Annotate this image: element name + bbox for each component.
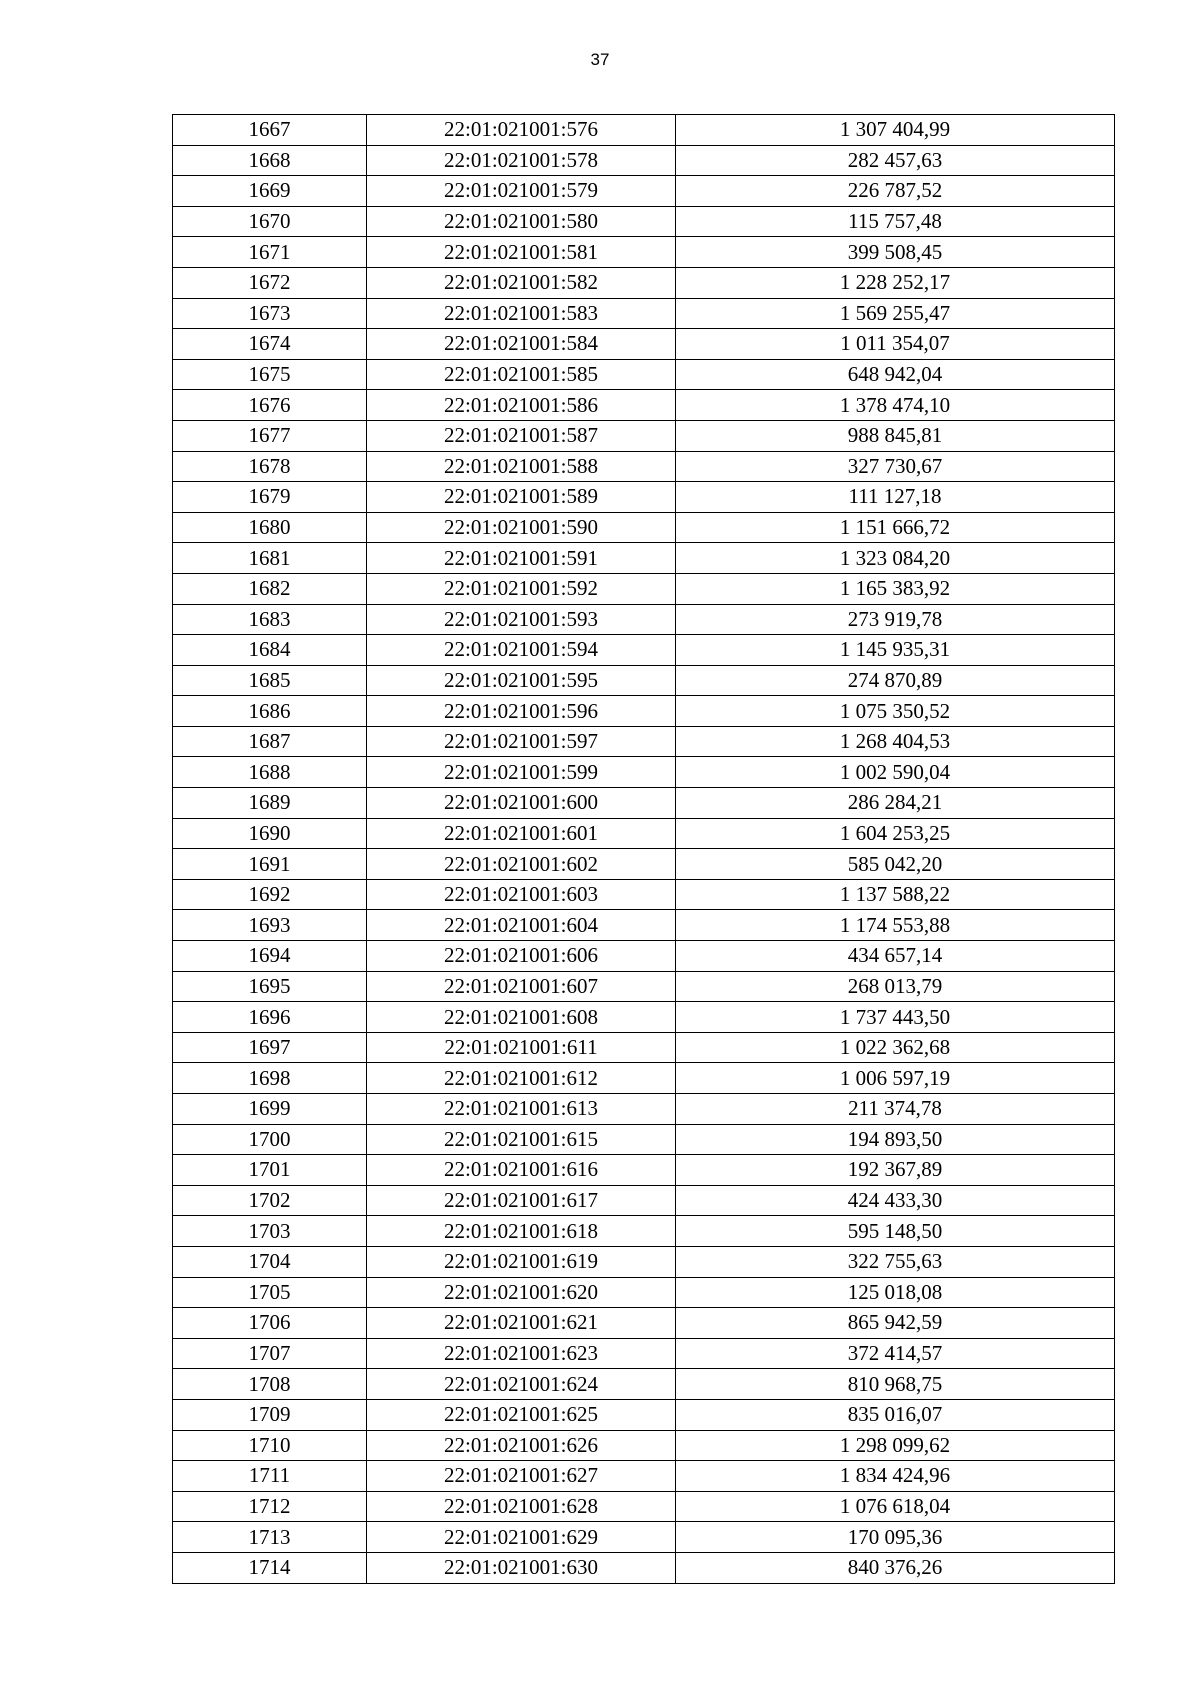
table-row	[173, 267, 1115, 298]
row-number-cell: 1679	[173, 482, 367, 513]
value-cell: 1 011 354,07	[676, 329, 1115, 360]
table-row	[173, 818, 1115, 849]
row-number-cell: 1690	[173, 818, 367, 849]
row-number-cell: 1670	[173, 206, 367, 237]
table-row	[173, 451, 1115, 482]
value-cell: 840 376,26	[676, 1552, 1115, 1583]
value-cell: 865 942,59	[676, 1308, 1115, 1339]
row-number-cell: 1685	[173, 665, 367, 696]
cadastral-number-cell: 22:01:021001:618	[367, 1216, 676, 1247]
table-row	[173, 1430, 1115, 1461]
row-number-cell: 1673	[173, 298, 367, 329]
row-number-cell: 1680	[173, 512, 367, 543]
row-number-cell: 1700	[173, 1124, 367, 1155]
value-cell: 1 006 597,19	[676, 1063, 1115, 1094]
cadastral-number-cell: 22:01:021001:583	[367, 298, 676, 329]
value-cell: 1 834 424,96	[676, 1461, 1115, 1492]
value-cell: 1 298 099,62	[676, 1430, 1115, 1461]
row-number-cell: 1709	[173, 1399, 367, 1430]
value-cell: 399 508,45	[676, 237, 1115, 268]
row-number-cell: 1714	[173, 1552, 367, 1583]
row-number-cell: 1711	[173, 1461, 367, 1492]
value-cell: 585 042,20	[676, 849, 1115, 880]
value-cell: 1 268 404,53	[676, 726, 1115, 757]
cadastral-number-cell: 22:01:021001:604	[367, 910, 676, 941]
cadastral-number-cell: 22:01:021001:585	[367, 359, 676, 390]
row-number-cell: 1693	[173, 910, 367, 941]
table-row	[173, 1032, 1115, 1063]
cadastral-number-cell: 22:01:021001:576	[367, 115, 676, 146]
table-row	[173, 237, 1115, 268]
table-row	[173, 1491, 1115, 1522]
value-cell: 1 075 350,52	[676, 696, 1115, 727]
cadastral-number-cell: 22:01:021001:591	[367, 543, 676, 574]
value-cell: 1 307 404,99	[676, 115, 1115, 146]
cadastral-number-cell: 22:01:021001:590	[367, 512, 676, 543]
table-row	[173, 145, 1115, 176]
row-number-cell: 1713	[173, 1522, 367, 1553]
table-row	[173, 1185, 1115, 1216]
cadastral-number-cell: 22:01:021001:615	[367, 1124, 676, 1155]
cadastral-number-cell: 22:01:021001:601	[367, 818, 676, 849]
value-cell: 1 228 252,17	[676, 267, 1115, 298]
cadastral-number-cell: 22:01:021001:588	[367, 451, 676, 482]
row-number-cell: 1686	[173, 696, 367, 727]
cadastral-number-cell: 22:01:021001:613	[367, 1094, 676, 1125]
table-row	[173, 1461, 1115, 1492]
value-cell: 1 076 618,04	[676, 1491, 1115, 1522]
cadastral-number-cell: 22:01:021001:594	[367, 635, 676, 666]
cadastral-number-cell: 22:01:021001:628	[367, 1491, 676, 1522]
cadastral-number-cell: 22:01:021001:599	[367, 757, 676, 788]
row-number-cell: 1689	[173, 788, 367, 819]
table-row	[173, 696, 1115, 727]
cadastral-number-cell: 22:01:021001:595	[367, 665, 676, 696]
page-number: 37	[590, 50, 610, 69]
row-number-cell: 1676	[173, 390, 367, 421]
value-cell: 170 095,36	[676, 1522, 1115, 1553]
table-row	[173, 726, 1115, 757]
cadastral-number-cell: 22:01:021001:584	[367, 329, 676, 360]
row-number-cell: 1699	[173, 1094, 367, 1125]
row-number-cell: 1707	[173, 1338, 367, 1369]
value-cell: 1 137 588,22	[676, 879, 1115, 910]
row-number-cell: 1696	[173, 1002, 367, 1033]
table-row	[173, 1552, 1115, 1583]
cadastral-number-cell: 22:01:021001:578	[367, 145, 676, 176]
table-row	[173, 910, 1115, 941]
value-cell: 988 845,81	[676, 420, 1115, 451]
value-cell: 1 737 443,50	[676, 1002, 1115, 1033]
value-cell: 810 968,75	[676, 1369, 1115, 1400]
row-number-cell: 1698	[173, 1063, 367, 1094]
cadastral-number-cell: 22:01:021001:602	[367, 849, 676, 880]
table-row	[173, 635, 1115, 666]
cadastral-number-cell: 22:01:021001:589	[367, 482, 676, 513]
table-row	[173, 298, 1115, 329]
value-cell: 327 730,67	[676, 451, 1115, 482]
table-row	[173, 1522, 1115, 1553]
cadastral-number-cell: 22:01:021001:624	[367, 1369, 676, 1400]
value-cell: 434 657,14	[676, 941, 1115, 972]
table-row	[173, 1246, 1115, 1277]
value-cell: 595 148,50	[676, 1216, 1115, 1247]
table-row	[173, 788, 1115, 819]
value-cell: 1 151 666,72	[676, 512, 1115, 543]
value-cell: 282 457,63	[676, 145, 1115, 176]
cadastral-number-cell: 22:01:021001:592	[367, 573, 676, 604]
value-cell: 1 378 474,10	[676, 390, 1115, 421]
value-cell: 1 022 362,68	[676, 1032, 1115, 1063]
cadastral-number-cell: 22:01:021001:593	[367, 604, 676, 635]
table-row	[173, 115, 1115, 146]
cadastral-number-cell: 22:01:021001:579	[367, 176, 676, 207]
value-cell: 274 870,89	[676, 665, 1115, 696]
row-number-cell: 1677	[173, 420, 367, 451]
row-number-cell: 1706	[173, 1308, 367, 1339]
cadastral-number-cell: 22:01:021001:581	[367, 237, 676, 268]
row-number-cell: 1703	[173, 1216, 367, 1247]
cadastral-number-cell: 22:01:021001:623	[367, 1338, 676, 1369]
row-number-cell: 1672	[173, 267, 367, 298]
row-number-cell: 1708	[173, 1369, 367, 1400]
cadastral-number-cell: 22:01:021001:621	[367, 1308, 676, 1339]
value-cell: 192 367,89	[676, 1155, 1115, 1186]
value-cell: 226 787,52	[676, 176, 1115, 207]
row-number-cell: 1687	[173, 726, 367, 757]
table-row	[173, 879, 1115, 910]
row-number-cell: 1668	[173, 145, 367, 176]
value-cell: 111 127,18	[676, 482, 1115, 513]
table-row	[173, 971, 1115, 1002]
table-body	[173, 115, 1115, 1584]
row-number-cell: 1712	[173, 1491, 367, 1522]
row-number-cell: 1688	[173, 757, 367, 788]
table-row	[173, 849, 1115, 880]
value-cell: 268 013,79	[676, 971, 1115, 1002]
value-cell: 211 374,78	[676, 1094, 1115, 1125]
value-cell: 1 569 255,47	[676, 298, 1115, 329]
row-number-cell: 1683	[173, 604, 367, 635]
table-row	[173, 941, 1115, 972]
row-number-cell: 1671	[173, 237, 367, 268]
cadastral-number-cell: 22:01:021001:629	[367, 1522, 676, 1553]
cadastral-number-cell: 22:01:021001:586	[367, 390, 676, 421]
value-cell: 372 414,57	[676, 1338, 1115, 1369]
table-row	[173, 1216, 1115, 1247]
row-number-cell: 1702	[173, 1185, 367, 1216]
cadastral-number-cell: 22:01:021001:580	[367, 206, 676, 237]
value-cell: 1 323 084,20	[676, 543, 1115, 574]
value-cell: 648 942,04	[676, 359, 1115, 390]
table-row	[173, 573, 1115, 604]
table-row	[173, 1124, 1115, 1155]
value-cell: 1 174 553,88	[676, 910, 1115, 941]
cadastral-number-cell: 22:01:021001:600	[367, 788, 676, 819]
value-cell: 194 893,50	[676, 1124, 1115, 1155]
row-number-cell: 1710	[173, 1430, 367, 1461]
table-row	[173, 1002, 1115, 1033]
row-number-cell: 1682	[173, 573, 367, 604]
table-row	[173, 1277, 1115, 1308]
value-cell: 1 165 383,92	[676, 573, 1115, 604]
row-number-cell: 1684	[173, 635, 367, 666]
row-number-cell: 1697	[173, 1032, 367, 1063]
row-number-cell: 1667	[173, 115, 367, 146]
row-number-cell: 1669	[173, 176, 367, 207]
cadastral-number-cell: 22:01:021001:626	[367, 1430, 676, 1461]
table-row	[173, 543, 1115, 574]
cadastral-number-cell: 22:01:021001:620	[367, 1277, 676, 1308]
table-row	[173, 390, 1115, 421]
table-row	[173, 1094, 1115, 1125]
value-cell: 1 604 253,25	[676, 818, 1115, 849]
table-row	[173, 420, 1115, 451]
table-row	[173, 604, 1115, 635]
value-cell: 1 002 590,04	[676, 757, 1115, 788]
table-row	[173, 1063, 1115, 1094]
row-number-cell: 1695	[173, 971, 367, 1002]
table-row	[173, 359, 1115, 390]
cadastral-number-cell: 22:01:021001:596	[367, 696, 676, 727]
cadastral-number-cell: 22:01:021001:597	[367, 726, 676, 757]
table-row	[173, 329, 1115, 360]
value-cell: 273 919,78	[676, 604, 1115, 635]
table-row	[173, 206, 1115, 237]
table-row	[173, 1369, 1115, 1400]
table-row	[173, 1155, 1115, 1186]
cadastral-number-cell: 22:01:021001:587	[367, 420, 676, 451]
table-row	[173, 482, 1115, 513]
table-row	[173, 512, 1115, 543]
cadastral-number-cell: 22:01:021001:607	[367, 971, 676, 1002]
value-cell: 424 433,30	[676, 1185, 1115, 1216]
cadastral-number-cell: 22:01:021001:606	[367, 941, 676, 972]
row-number-cell: 1704	[173, 1246, 367, 1277]
cadastral-number-cell: 22:01:021001:617	[367, 1185, 676, 1216]
cadastral-number-cell: 22:01:021001:616	[367, 1155, 676, 1186]
row-number-cell: 1674	[173, 329, 367, 360]
table-row	[173, 1338, 1115, 1369]
row-number-cell: 1694	[173, 941, 367, 972]
cadastral-number-cell: 22:01:021001:619	[367, 1246, 676, 1277]
value-cell: 125 018,08	[676, 1277, 1115, 1308]
value-cell: 835 016,07	[676, 1399, 1115, 1430]
value-cell: 286 284,21	[676, 788, 1115, 819]
value-cell: 1 145 935,31	[676, 635, 1115, 666]
cadastral-number-cell: 22:01:021001:603	[367, 879, 676, 910]
cadastral-number-cell: 22:01:021001:582	[367, 267, 676, 298]
cadastral-number-cell: 22:01:021001:625	[367, 1399, 676, 1430]
table-row	[173, 176, 1115, 207]
cadastral-number-cell: 22:01:021001:627	[367, 1461, 676, 1492]
table-row	[173, 1308, 1115, 1339]
row-number-cell: 1678	[173, 451, 367, 482]
cadastral-number-cell: 22:01:021001:611	[367, 1032, 676, 1063]
table-row	[173, 1399, 1115, 1430]
row-number-cell: 1681	[173, 543, 367, 574]
value-cell: 115 757,48	[676, 206, 1115, 237]
table-row	[173, 757, 1115, 788]
cadastral-value-table	[172, 114, 1115, 1584]
row-number-cell: 1691	[173, 849, 367, 880]
row-number-cell: 1675	[173, 359, 367, 390]
value-cell: 322 755,63	[676, 1246, 1115, 1277]
cadastral-number-cell: 22:01:021001:612	[367, 1063, 676, 1094]
row-number-cell: 1701	[173, 1155, 367, 1186]
table-row	[173, 665, 1115, 696]
row-number-cell: 1692	[173, 879, 367, 910]
cadastral-number-cell: 22:01:021001:630	[367, 1552, 676, 1583]
row-number-cell: 1705	[173, 1277, 367, 1308]
cadastral-number-cell: 22:01:021001:608	[367, 1002, 676, 1033]
